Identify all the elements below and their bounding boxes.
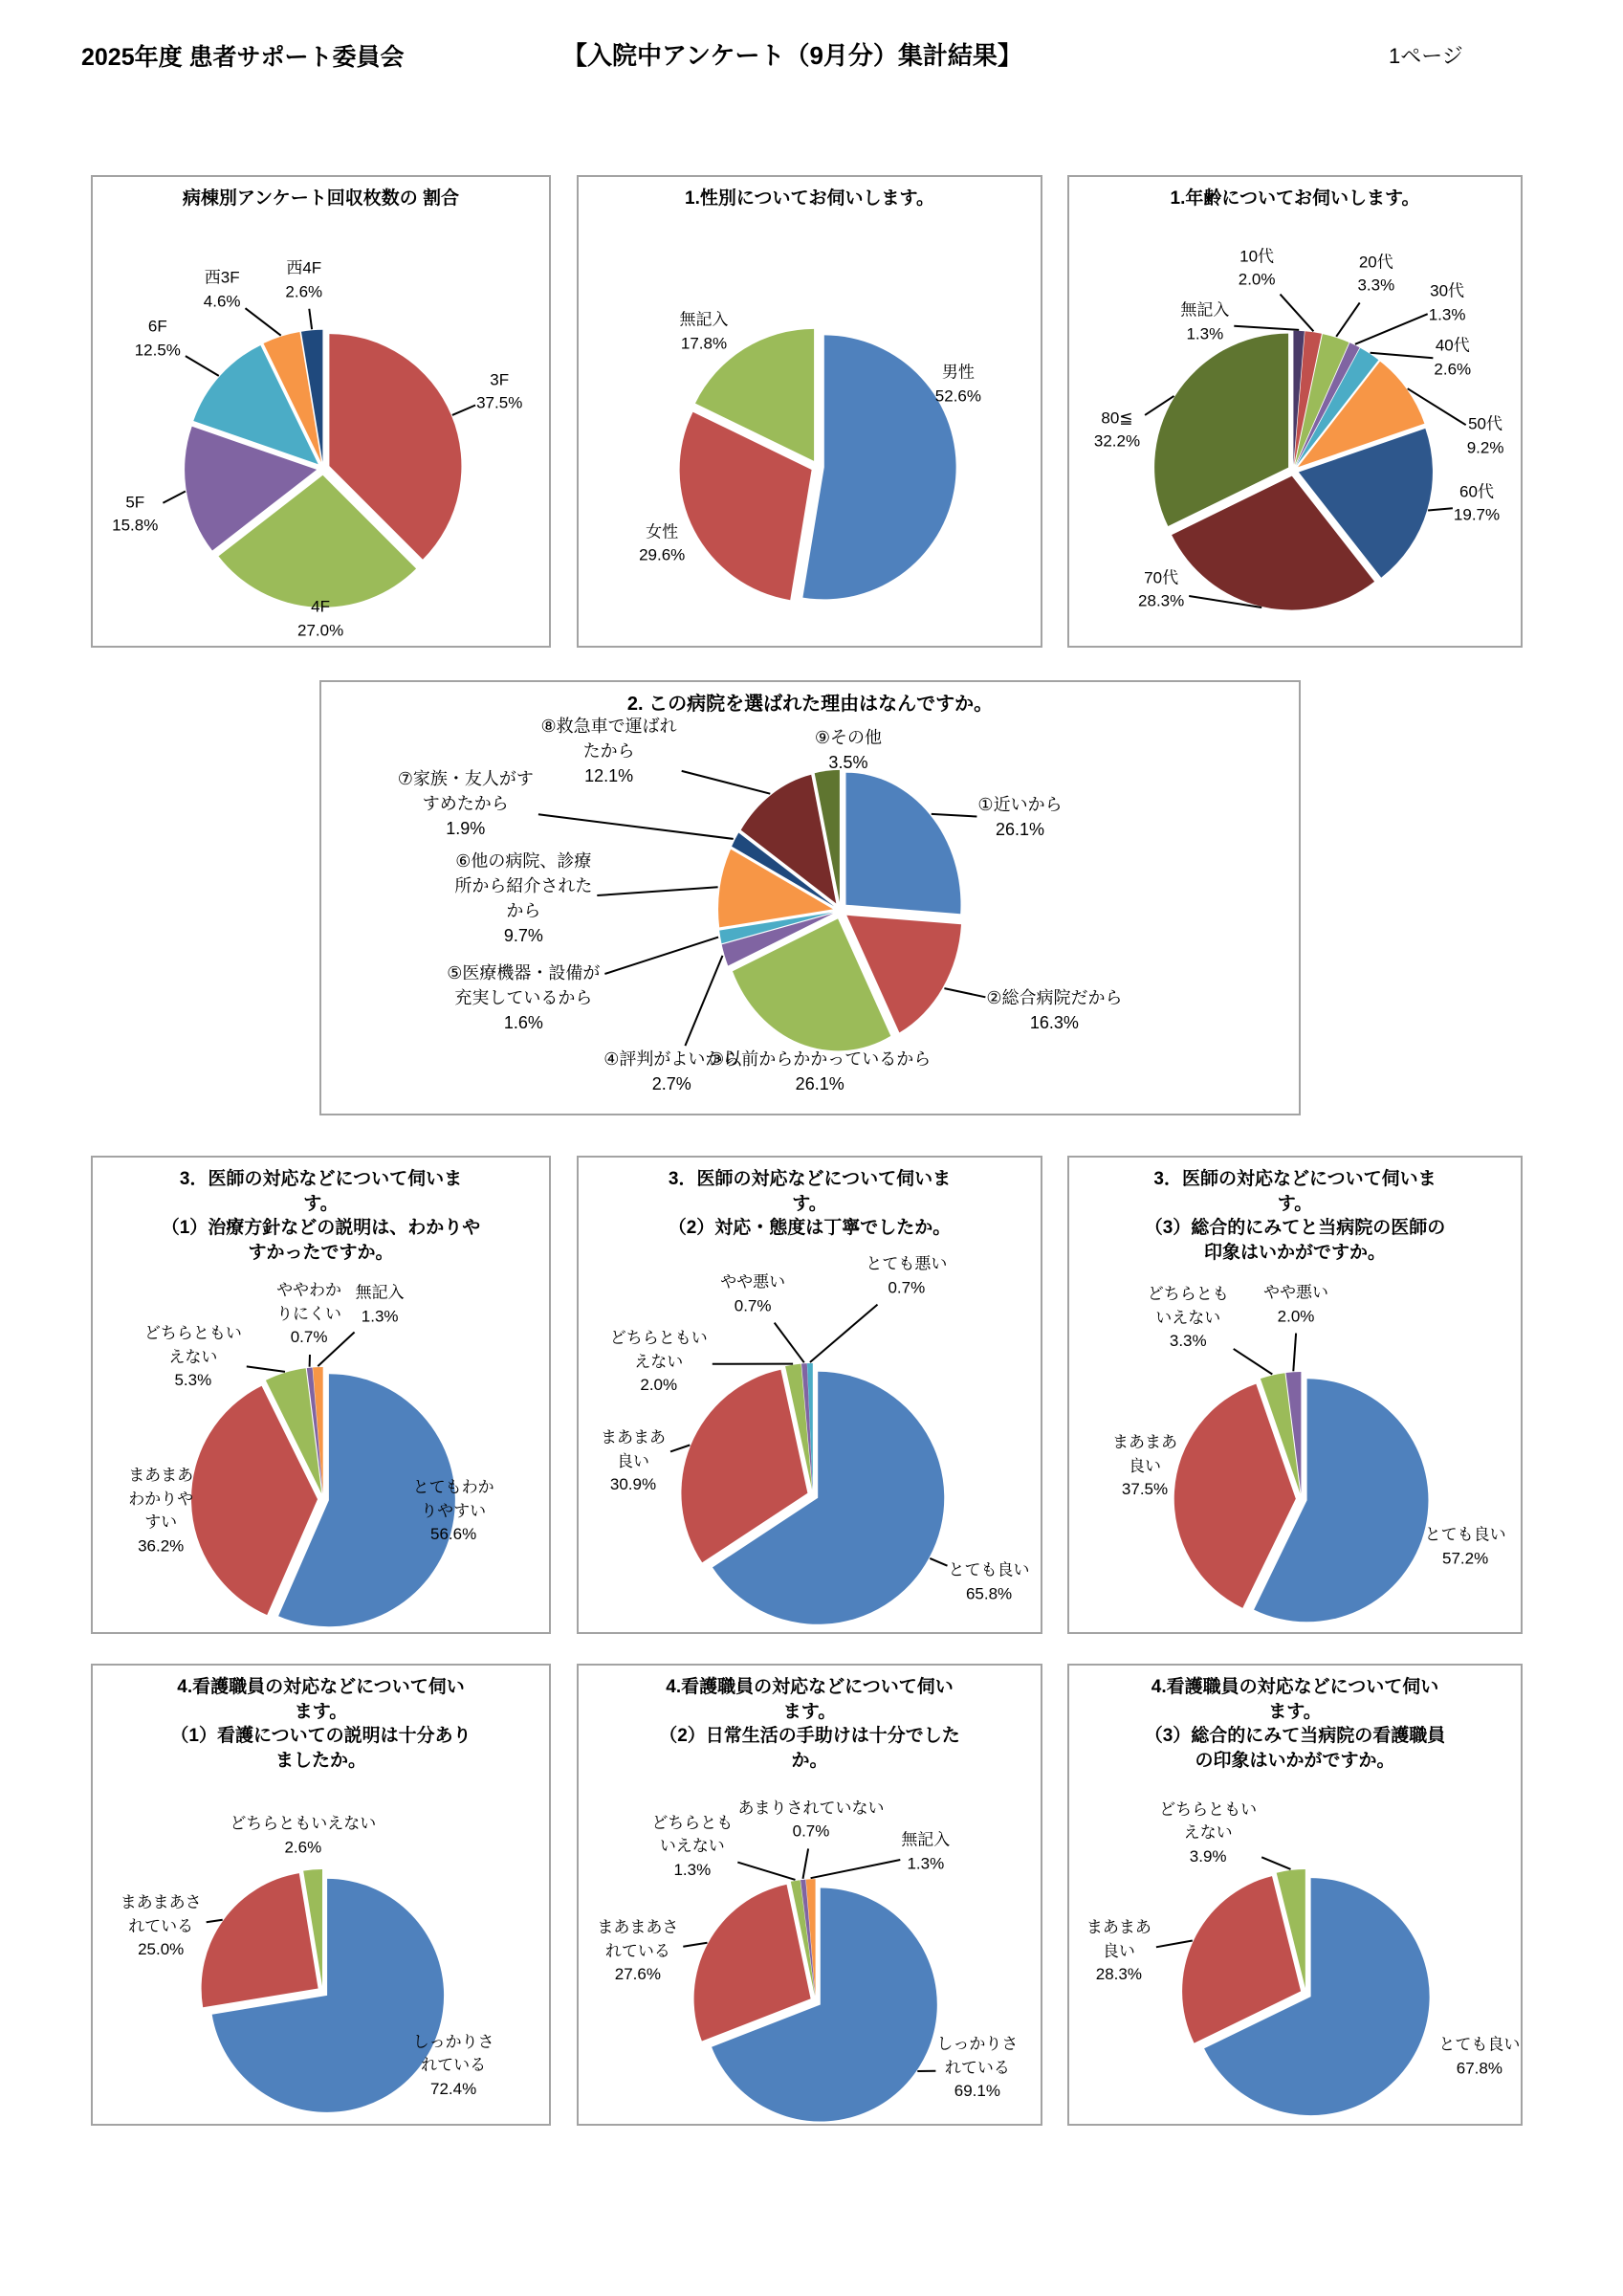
pie-label-line: やや悪い [720, 1272, 786, 1292]
pie-label-80≦ [1094, 407, 1140, 453]
pie-label-どちらともいえない [144, 1322, 242, 1393]
pie-label-まあまあ良い [1112, 1431, 1177, 1502]
pie-label-line: 西3F [204, 268, 240, 287]
pie-label-まあまあされている [121, 1891, 202, 1962]
chart-title-line: すかったですか。 [248, 1242, 394, 1263]
pie-label-60代 [1454, 480, 1500, 527]
pie-label-line: どちらとも [1147, 1285, 1229, 1304]
leader-line [207, 1920, 223, 1923]
chart-nurse-daily-help [577, 1664, 1042, 2126]
pie-label-line: 4.6% [203, 292, 241, 311]
pie-label-10代 [1239, 245, 1276, 292]
pie-label-line: 1.3% [907, 1854, 945, 1873]
chart-doctor-impression [1067, 1156, 1523, 1634]
pie-label-line: まあまあさ [120, 1892, 202, 1911]
pie-label-line: 65.8% [965, 1584, 1013, 1602]
pie-label-line: ややわか [276, 1281, 342, 1300]
pie-label-line: 26.1% [795, 1074, 844, 1094]
chart-title-line: 4.看護職員の対応などについて伺い [666, 1677, 954, 1697]
chart-title-line: （3）総合的にみてと当病院の医師の [1144, 1218, 1446, 1239]
leader-line [1293, 1334, 1296, 1372]
pie-label-まあまあされている [597, 1916, 678, 1987]
pie-label-line: すい [144, 1513, 178, 1532]
chart-title-line: 4.看護職員の対応などについて伺い [177, 1677, 465, 1697]
pie-slice-①近いから [846, 773, 961, 915]
pie-label-line: ①近いから [977, 794, 1063, 814]
pie-label-line: 3F [490, 370, 510, 389]
chart-title-line: （3）総合的にみて当病院の看護職員 [1144, 1726, 1446, 1747]
pie-label-とてもわかりやすい [413, 1476, 494, 1547]
chart-title-line: 3．医師の対応などについて伺いま [668, 1169, 952, 1189]
pie-label-line: 40代 [1435, 336, 1470, 355]
chart-doctor-explanation [91, 1156, 551, 1634]
pie-label-西4F [285, 257, 322, 304]
chart-title-line: （2）対応・態度は丁寧でしたか。 [668, 1218, 952, 1239]
pie-label-line: 80≦ [1101, 408, 1133, 428]
pie-label-line: やや悪い [1263, 1283, 1329, 1302]
pie-label-line: 3.3% [1357, 276, 1395, 295]
leader-line [683, 1943, 707, 1947]
chart-title-line: （1）看護についての説明は十分あり [170, 1726, 472, 1747]
leader-line [1156, 1941, 1193, 1948]
chart-title-line: （1）治療方針などの説明は、わかりや [161, 1218, 481, 1239]
pie-label-⑥他の病院、診療所から紹介されたから [454, 849, 592, 948]
pie-label-しっかりされている [413, 2031, 494, 2102]
pie-label-line: 2.6% [284, 1838, 322, 1857]
chart-title-line: （2）日常生活の手助けは十分でした [659, 1726, 960, 1747]
pie-label-line: たから [582, 740, 635, 761]
pie-label-line: しっかりさ [936, 2035, 1019, 2054]
pie-label-line: れている [128, 1916, 194, 1935]
pie-label-line: 17.8% [680, 334, 728, 353]
pie-label-line: 2.0% [640, 1376, 678, 1395]
leader-line [186, 356, 219, 376]
pie-label-line: 19.7% [1453, 505, 1501, 524]
chart-title-line: 1.年齢についてお伺いします。 [1170, 188, 1420, 209]
chart-title-line: す。 [303, 1193, 339, 1214]
pie-label-まあまあ良い [1086, 1916, 1151, 1987]
pie-label-line: 32.2% [1093, 431, 1141, 451]
pie-label-70代 [1138, 566, 1184, 613]
leader-line [597, 887, 717, 895]
pie-label-line: 0.7% [734, 1296, 772, 1314]
leader-line [1281, 295, 1314, 332]
pie-label-女性 [639, 520, 685, 567]
pie-label-line: 2.7% [651, 1074, 691, 1094]
pie-label-line: ⑥他の病院、診療 [455, 850, 592, 871]
leader-line [1336, 302, 1360, 336]
pie-svg-doctor-explanation [93, 1158, 553, 1636]
pie-label-line: ⑧救急車で運ばれ [540, 716, 677, 736]
chart-title-line: す。 [1277, 1193, 1313, 1214]
pie-label-やや悪い [1263, 1281, 1328, 1328]
pie-label-line: すめたから [422, 793, 509, 813]
pie-label-line: 67.8% [1456, 2059, 1502, 2078]
chart-title-line: 4.看護職員の対応などについて伺い [1151, 1677, 1439, 1697]
pie-label-⑤医療機器・設備が充実しているから [447, 960, 600, 1035]
pie-label-line: 30代 [1430, 281, 1465, 300]
page-number: 1ページ [1389, 44, 1463, 68]
pie-label-line: から [506, 901, 541, 921]
pie-label-line: とても良い [1424, 1525, 1506, 1544]
pie-label-とても悪い [866, 1252, 947, 1299]
pie-label-line: えない [168, 1347, 218, 1366]
pie-label-line: 2.0% [1238, 270, 1276, 289]
pie-label-line: 3.9% [1189, 1847, 1227, 1866]
chart-ward-collection-ratio [91, 175, 551, 648]
chart-title-line: 1.性別についてお伺いします。 [685, 188, 934, 209]
chart-title-line: ます。 [782, 1701, 837, 1722]
pie-label-line: りにくい [276, 1304, 342, 1323]
pie-label-line: 37.5% [1121, 1480, 1169, 1499]
pie-label-line: 72.4% [429, 2080, 477, 2099]
pie-label-line: 女性 [646, 522, 679, 541]
pie-label-50代 [1467, 413, 1504, 460]
pie-label-line: 60代 [1459, 482, 1494, 501]
chart-title-line: ます。 [294, 1701, 348, 1722]
pie-label-line: とても良い [948, 1560, 1030, 1579]
chart-title-line: す。 [792, 1193, 827, 1214]
pie-label-line: えない [1183, 1823, 1233, 1843]
pie-label-line: 0.7% [888, 1278, 926, 1296]
leader-line [452, 406, 475, 415]
pie-label-line: 9.2% [1466, 438, 1504, 457]
pie-label-line: どちらともい [1159, 1799, 1258, 1819]
leader-line [1234, 1349, 1273, 1375]
pie-label-とても良い [1438, 2033, 1520, 2080]
pie-label-line: 6F [147, 317, 167, 336]
pie-label-line: 無記入 [355, 1283, 405, 1302]
chart-nurse-impression [1067, 1664, 1523, 2126]
pie-label-line: 3.3% [1169, 1332, 1207, 1351]
pie-label-どちらともいえない [230, 1813, 376, 1860]
pie-label-line: 70代 [1144, 568, 1179, 587]
pie-label-line: 無記入 [1180, 300, 1230, 320]
pie-label-line: 所から紹介された [454, 876, 593, 896]
leader-line [538, 814, 734, 839]
pie-label-line: 西4F [286, 258, 322, 277]
pie-label-line: 1.3% [1186, 324, 1224, 343]
pie-label-無記入 [356, 1281, 405, 1328]
pie-label-line: わかりや [128, 1490, 194, 1509]
chart-title-line: 3．医師の対応などについて伺いま [1153, 1169, 1437, 1189]
chart-doctor-attitude [577, 1156, 1042, 1634]
pie-label-line: 16.3% [1029, 1013, 1079, 1033]
pie-label-③以前からかかっているから [709, 1047, 931, 1096]
pie-svg-gender [579, 177, 1044, 650]
pie-label-line: 27.0% [296, 620, 344, 639]
pie-label-あまりされていない [738, 1797, 885, 1843]
pie-label-男性 [935, 361, 981, 408]
leader-line [682, 771, 771, 794]
chart-title-line: 3．医師の対応などについて伺いま [179, 1169, 463, 1189]
pie-label-line: 良い [616, 1451, 649, 1470]
pie-label-line: 良い [1129, 1456, 1162, 1475]
pie-label-⑧救急車で運ばれたから [541, 714, 677, 788]
leader-line [737, 1863, 795, 1880]
pie-label-line: とても悪い [866, 1254, 948, 1273]
pie-label-line: 36.2% [138, 1536, 185, 1556]
leader-line [810, 1305, 878, 1362]
pie-label-まあまあ良い [601, 1426, 666, 1497]
pie-label-line: 0.7% [290, 1328, 328, 1347]
pie-label-line: どちらとも [651, 1813, 734, 1832]
pie-label-line: 1.3% [361, 1307, 399, 1325]
pie-label-無記入 [680, 308, 729, 355]
leader-line [309, 309, 312, 330]
pie-label-line: えない [634, 1352, 684, 1371]
pie-label-line: 無記入 [679, 310, 729, 329]
pie-label-line: 69.1% [954, 2082, 1000, 2101]
pie-label-line: あまりされていない [737, 1799, 885, 1818]
chart-title-line: か。 [791, 1750, 828, 1771]
pie-label-line: まあまあ [128, 1466, 194, 1485]
pie-label-無記入 [1180, 299, 1229, 346]
leader-line [811, 1860, 901, 1878]
pie-label-①近いから [977, 792, 1062, 842]
pie-label-line: どちらともい [143, 1324, 242, 1343]
chart-title-line: 印象はいかがですか。 [1203, 1242, 1386, 1263]
pie-label-line: 9.7% [503, 926, 543, 946]
pie-label-line: 1.3% [1428, 304, 1466, 323]
pie-label-line: 50代 [1468, 414, 1503, 433]
pie-label-line: れている [604, 1941, 670, 1960]
pie-label-line: とても良い [1438, 2035, 1521, 2054]
leader-line [803, 1848, 809, 1878]
pie-label-line: りやすい [421, 1501, 487, 1520]
pie-label-line: しっかりさ [412, 2032, 494, 2051]
pie-label-どちらともいえない [1148, 1283, 1229, 1354]
pie-label-line: 27.6% [614, 1965, 661, 1984]
pie-label-西3F [204, 266, 241, 313]
pie-label-40代 [1434, 335, 1471, 382]
pie-label-line: 1.6% [503, 1012, 543, 1032]
pie-label-line: 37.5% [476, 393, 523, 412]
chart-title-line: の印象はいかがですか。 [1195, 1750, 1395, 1771]
pie-label-どちらともいえない [651, 1812, 733, 1883]
pie-label-line: 15.8% [112, 516, 159, 535]
pie-label-line: 28.3% [1138, 591, 1185, 610]
pie-label-line: ⑤医療機器・設備が [447, 962, 601, 982]
pie-label-line: ③以前からかかっているから [709, 1049, 932, 1070]
pie-label-line: どちらともい [609, 1329, 708, 1348]
pie-label-line: 1.9% [446, 818, 486, 838]
pie-label-line: 5.3% [174, 1371, 212, 1390]
pie-label-line: 29.6% [639, 545, 686, 564]
leader-line [604, 938, 718, 974]
pie-label-line: 20代 [1358, 253, 1393, 272]
pie-label-どちらともいえない [1159, 1799, 1257, 1869]
pie-label-line: れている [944, 2058, 1010, 2077]
pie-label-line: ⑨その他 [814, 727, 883, 747]
pie-label-line: 2.6% [285, 282, 323, 301]
leader-line [1428, 508, 1453, 510]
pie-label-line: 56.6% [429, 1525, 477, 1544]
pie-label-④評判がよいから [603, 1047, 739, 1096]
pie-label-line: 28.3% [1095, 1965, 1142, 1984]
pie-label-line: 30.9% [609, 1475, 657, 1494]
pie-label-3F [476, 368, 522, 415]
report-title-center: 【入院中アンケート（9月分）集計結果】 [562, 41, 1022, 70]
leader-line [670, 1446, 690, 1452]
pie-label-line: 52.6% [934, 386, 981, 405]
pie-label-とても良い [1425, 1523, 1506, 1570]
pie-label-line: どちらともいえない [230, 1814, 377, 1833]
pie-label-line: 2.0% [1277, 1307, 1315, 1325]
pie-label-20代 [1357, 251, 1394, 298]
chart-age [1067, 175, 1523, 648]
pie-label-line: 26.1% [995, 820, 1045, 840]
pie-label-line: 12.5% [134, 340, 181, 359]
pie-label-②総合病院だから [986, 985, 1122, 1035]
pie-label-line: 無記入 [901, 1830, 951, 1849]
pie-label-line: 4F [311, 597, 331, 616]
chart-nurse-explanation [91, 1664, 551, 2126]
pie-label-line: 男性 [941, 363, 975, 382]
leader-line [685, 956, 722, 1046]
pie-label-line: れている [421, 2056, 487, 2075]
leader-line [246, 308, 281, 336]
leader-line [1371, 353, 1434, 359]
pie-label-4F [297, 595, 343, 642]
leader-line [1355, 314, 1428, 344]
pie-label-line: 充実しているから [454, 987, 593, 1007]
pie-label-line: いえない [659, 1837, 725, 1856]
pie-label-line: まあまあ [600, 1428, 666, 1447]
pie-label-ややわかりにくい [276, 1279, 341, 1350]
chart-title-line: 病棟別アンケート回収枚数の 割合 [182, 188, 460, 209]
pie-label-line: まあまあ [1086, 1918, 1151, 1937]
leader-line [1261, 1857, 1290, 1869]
pie-label-やや悪い [720, 1270, 785, 1317]
leader-line [930, 1558, 947, 1566]
pie-label-line: 57.2% [1442, 1549, 1489, 1567]
pie-label-とても良い [949, 1558, 1030, 1605]
pie-label-line: 2.6% [1434, 360, 1472, 379]
pie-label-5F [112, 491, 158, 538]
pie-label-line: とてもわか [412, 1478, 494, 1497]
pie-label-line: ②総合病院だから [986, 987, 1123, 1007]
chart-title-line: ましたか。 [274, 1750, 366, 1771]
pie-label-line: 25.0% [138, 1940, 185, 1959]
pie-label-line: 3.5% [828, 752, 868, 772]
chart-title-line: 2. この病院を選ばれた理由はなんですか。 [626, 694, 994, 715]
leader-line [775, 1323, 804, 1363]
leader-line [247, 1366, 285, 1372]
chart-title-line: ます。 [1268, 1701, 1322, 1722]
report-title-left: 2025年度 患者サポート委員会 [81, 44, 405, 71]
pie-label-line: いえない [1155, 1308, 1221, 1327]
leader-line [932, 814, 977, 817]
pie-label-line: まあまあ [1112, 1433, 1178, 1452]
leader-line [1234, 326, 1299, 330]
pie-label-line: 1.3% [673, 1861, 712, 1880]
pie-label-⑨その他 [815, 725, 882, 775]
pie-slice-男性 [802, 335, 955, 599]
pie-label-line: 12.1% [584, 765, 634, 785]
pie-label-30代 [1429, 279, 1466, 326]
chart-gender [577, 175, 1042, 648]
pie-label-どちらともいえない [610, 1327, 708, 1398]
pie-label-line: 0.7% [792, 1821, 830, 1841]
pie-label-line: 10代 [1239, 247, 1275, 266]
pie-label-⑦家族・友人がすすめたから [398, 766, 534, 841]
pie-label-6F [135, 315, 181, 362]
pie-label-line: ⑦家族・友人がす [397, 768, 534, 788]
pie-label-line: ④評判がよいから [603, 1049, 740, 1070]
chart-reason-for-choosing [319, 680, 1301, 1115]
pie-slice-無記入 [806, 1879, 816, 1996]
pie-label-無記入 [901, 1828, 950, 1875]
pie-slice-まあまあされている [202, 1873, 318, 2007]
pie-label-line: 良い [1102, 1941, 1135, 1960]
pie-label-line: 5F [125, 493, 145, 512]
pie-label-line: まあまあさ [597, 1918, 679, 1937]
pie-label-まあまあわかりやすい [128, 1465, 193, 1559]
leader-line [163, 492, 186, 503]
leader-line [944, 988, 985, 997]
pie-label-しっかりされている [936, 2033, 1018, 2104]
